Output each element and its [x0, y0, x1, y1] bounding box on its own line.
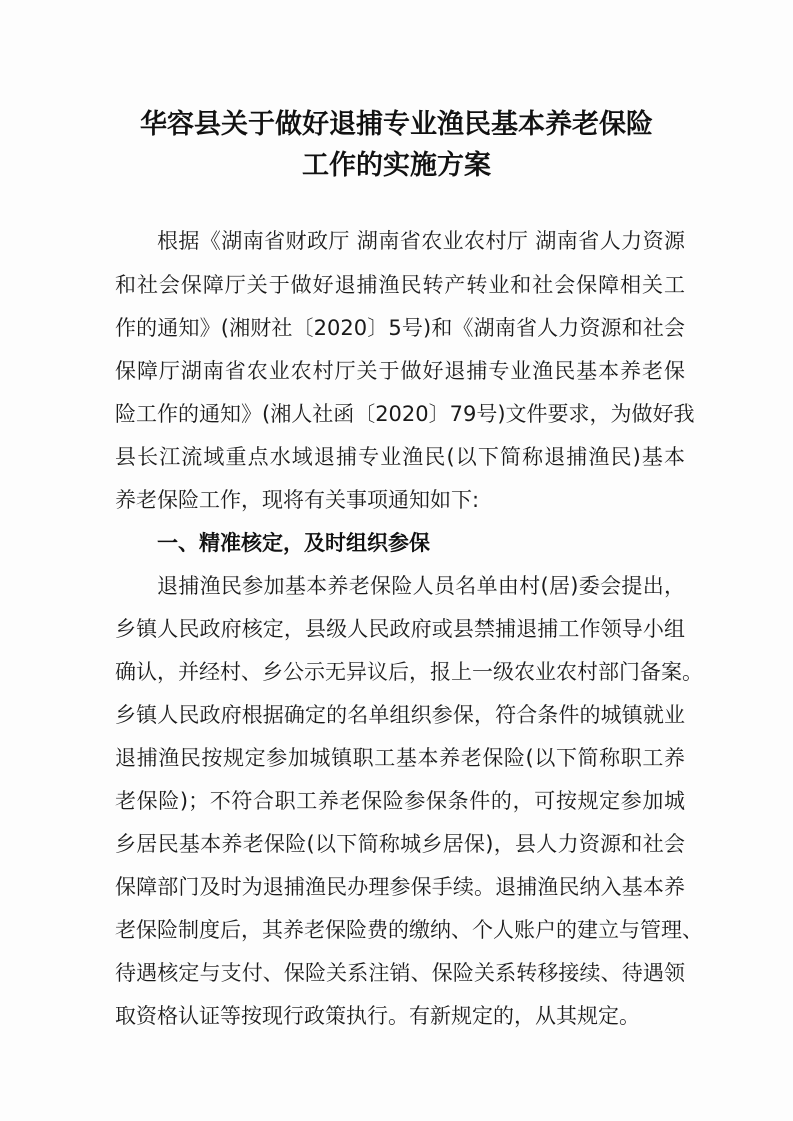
paragraph-2-line: 退捕渔民按规定参加城镇职工基本养老保险(以下简称职工养	[115, 746, 685, 770]
paragraph-1-line: 根据《湖南省财政厅 湖南省农业农村厅 湖南省人力资源	[157, 229, 685, 253]
paragraph-2-line: 取资格认证等按现行政策执行。有新规定的，从其规定。	[115, 1004, 640, 1028]
paragraph-2-line: 确认，并经村、乡公示无异议后，报上一级农业农村部门备案。	[115, 660, 703, 684]
paragraph-2-line: 保障部门及时为退捕渔民办理参保手续。退捕渔民纳入基本养	[115, 875, 685, 899]
document-title-line-2: 工作的实施方案	[302, 150, 491, 181]
paragraph-2-line: 老保险制度后，其养老保险费的缴纳、个人账户的建立与管理、	[115, 918, 703, 942]
paragraph-2-line: 乡居民基本养老保险(以下简称城乡居保)，县人力资源和社会	[115, 832, 685, 856]
paragraph-2-line: 退捕渔民参加基本养老保险人员名单由村(居)委会提出，	[157, 574, 685, 598]
paragraph-1-line: 和社会保障厅关于做好退捕渔民转产转业和社会保障相关工	[115, 273, 685, 297]
paragraph-1-line: 养老保险工作，现将有关事项通知如下:	[115, 488, 480, 512]
paragraph-2-line: 待遇核定与支付、保险关系注销、保险关系转移接续、待遇领	[115, 961, 685, 985]
paragraph-2-line: 老保险)；不符合职工养老保险参保条件的，可按规定参加城	[115, 789, 685, 813]
paragraph-1-line: 保障厅湖南省农业农村厅关于做好退捕专业渔民基本养老保	[115, 359, 685, 383]
paragraph-1-line: 县长江流域重点水域退捕专业渔民(以下简称退捕渔民)基本	[115, 445, 685, 469]
paragraph-2-line: 乡镇人民政府核定，县级人民政府或县禁捕退捕工作领导小组	[115, 617, 685, 641]
paragraph-2-line: 乡镇人民政府根据确定的名单组织参保，符合条件的城镇就业	[115, 703, 685, 727]
paragraph-1-line: 作的通知》(湘财社〔2020〕5号)和《湖南省人力资源和社会	[115, 316, 685, 340]
paragraph-1-line: 险工作的通知》(湘人社函〔2020〕79号)文件要求，为做好我	[115, 402, 695, 426]
section-1-heading: 一、精准核定，及时组织参保	[157, 531, 430, 555]
document-title-line-1: 华容县关于做好退捕专业渔民基本养老保险	[140, 109, 653, 140]
